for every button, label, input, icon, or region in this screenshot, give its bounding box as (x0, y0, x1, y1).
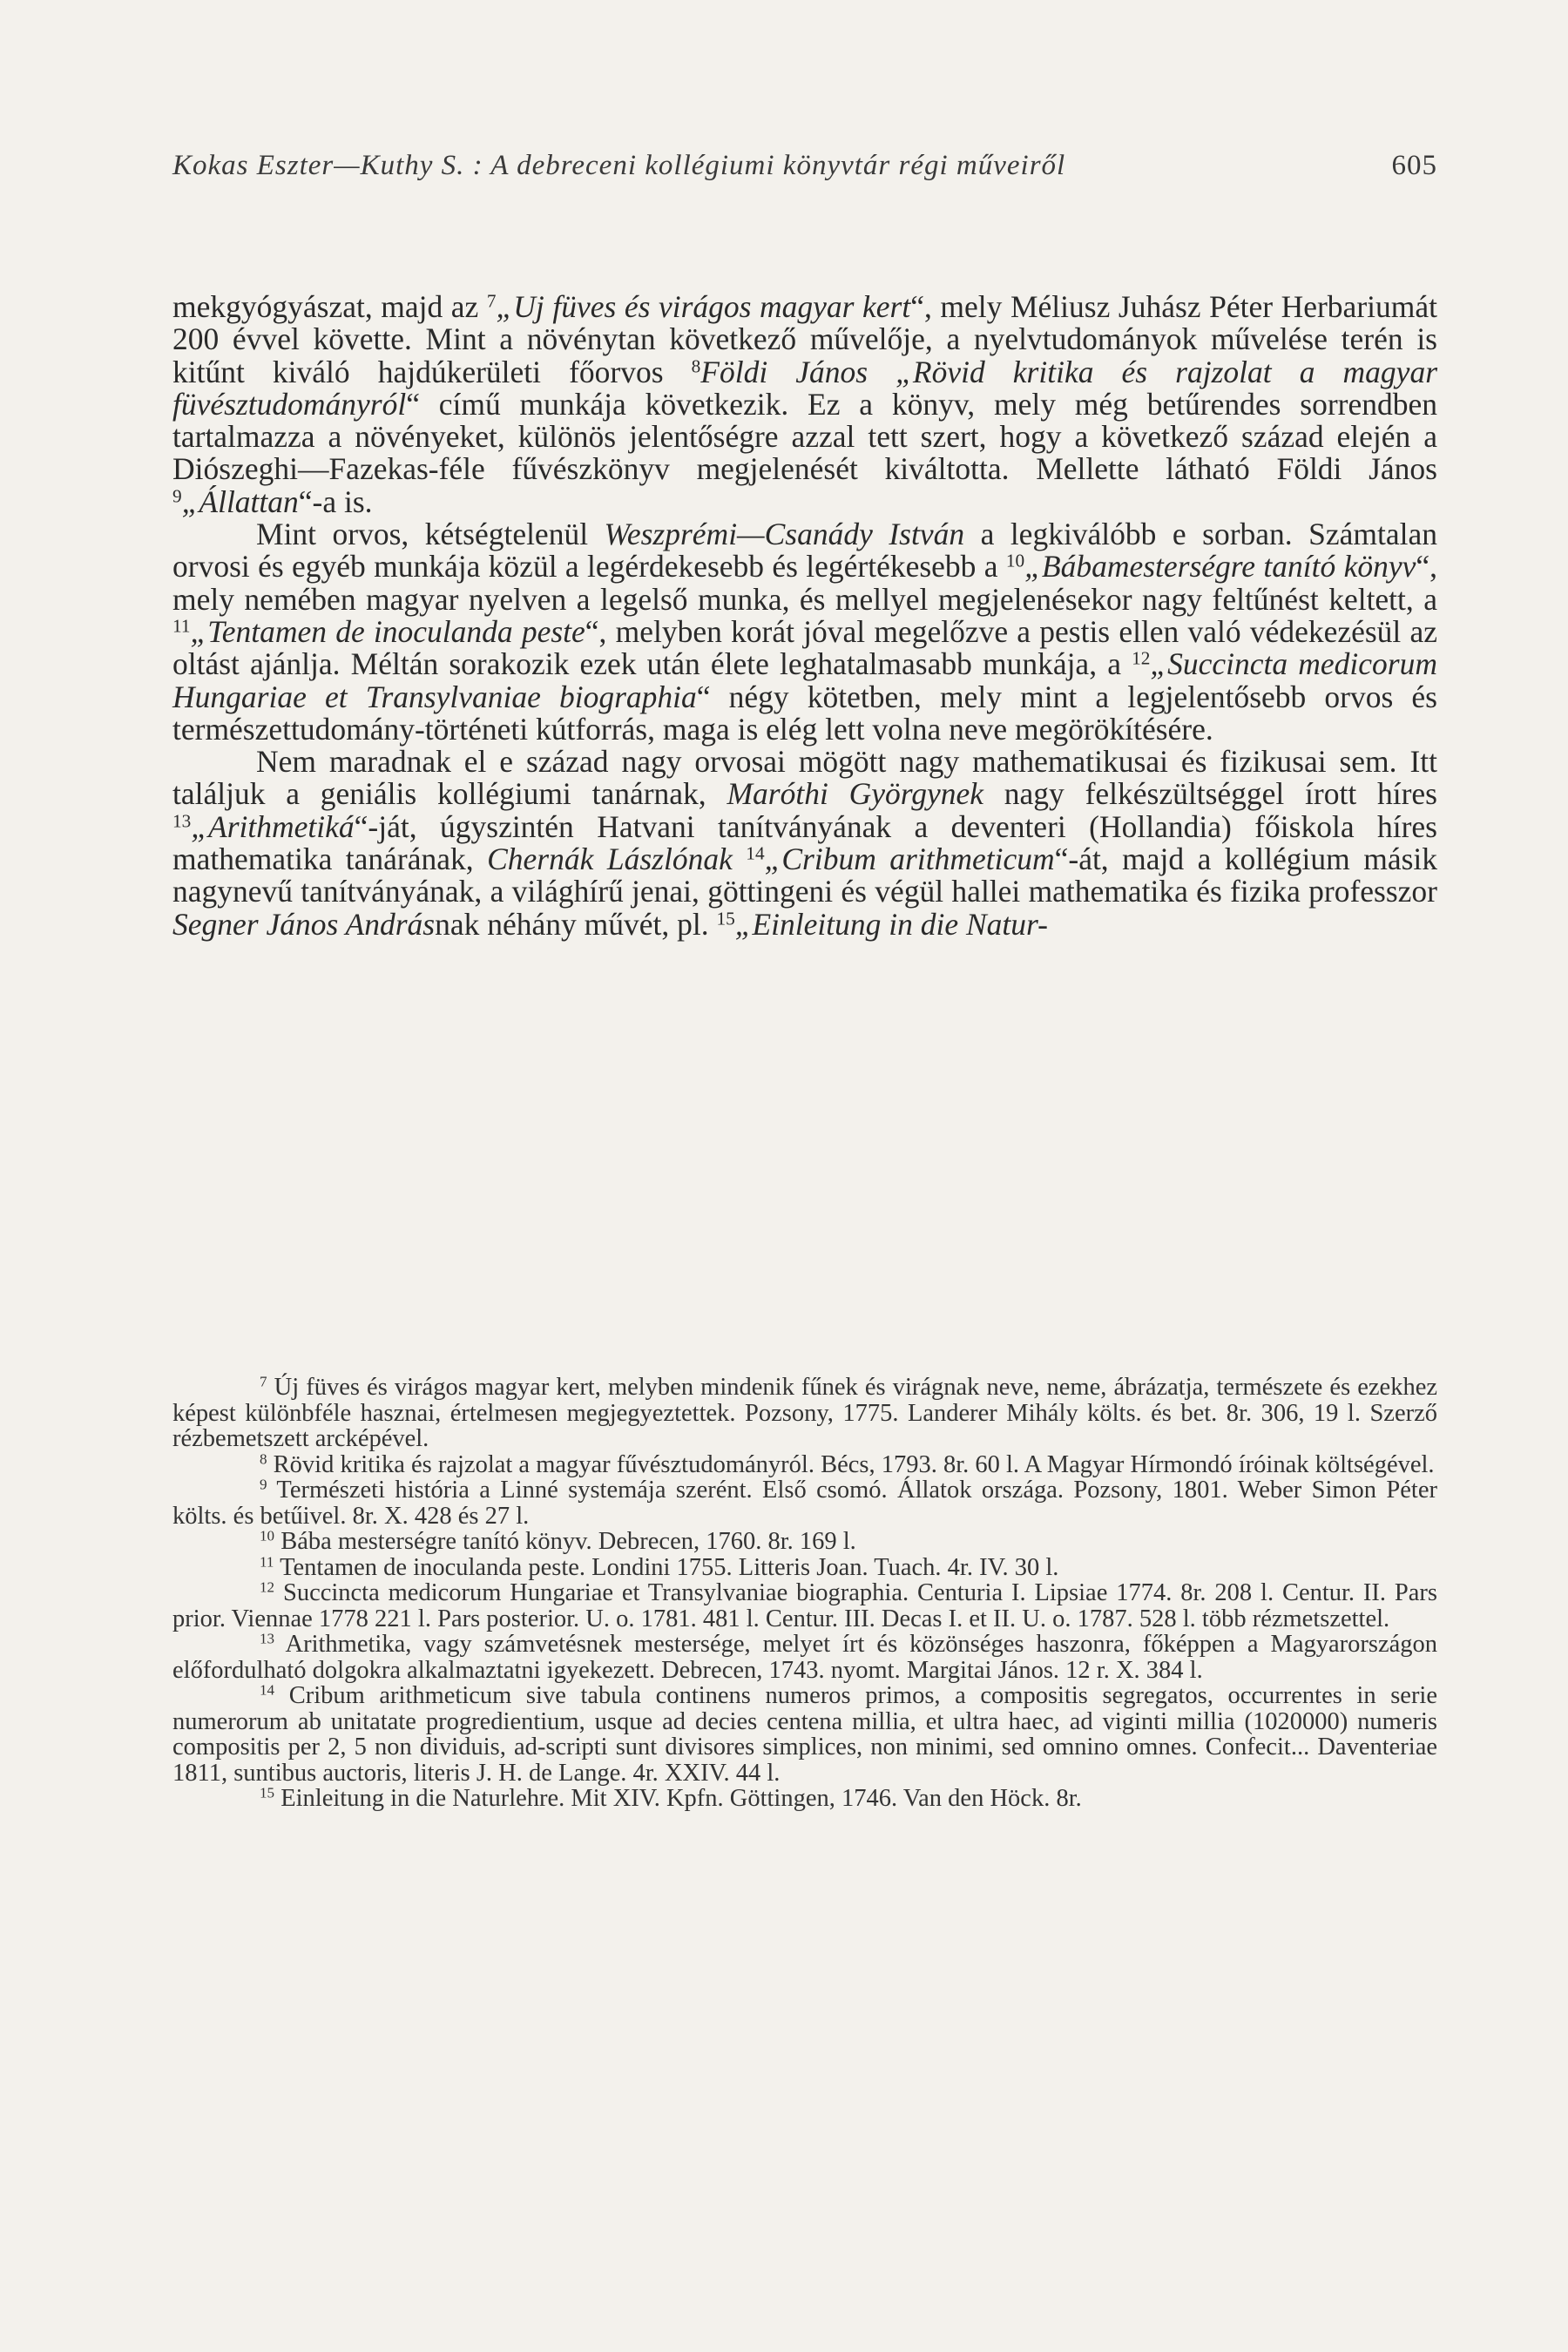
footnote-reference: 12 (1132, 647, 1151, 669)
footnote (172, 1375, 1437, 1452)
footnote-text: Arithmetika, vagy számvetésnek mestersége, melyet írt és közönséges haszonra, főképpen a Magyarországon előfordulható dolgokra alkalmaztatni igyekezett. Debrecen, 1743. nyomt. Margitai János. 12 r. X. 384 l. (172, 1631, 1437, 1684)
footnote-reference: 13 (172, 810, 192, 832)
footnote-text: Cribum arithmeticum sive tabula continens numeros primos, a compositis segregatos, occurrentes in serie numerorum ab unitatate progredientium, usque ad decies centena millia, et ultra haec, ad viginti millia (1020000) numeris compositis per 2, 5 non dividuis, ad-scripti sunt divisores simplices, non minimi, sed omnino omnes. Confecit... Daventeriae 1811, suntibus auctoris, literis J. H. de Lange. 4r. XXIV. 44 l. (172, 1682, 1437, 1787)
footnote-reference: 14 (746, 842, 765, 864)
footnote-number: 8 (260, 1450, 267, 1468)
footnote (172, 1683, 1437, 1786)
author-name: Weszprémi—Csanády István (604, 517, 965, 552)
footnote (172, 1555, 1437, 1581)
book-title: „Einleitung in die Natur- (734, 906, 1048, 942)
footnote-text: Új füves és virágos magyar kert, melyben mindenik fűnek és virágnak neve, neme, ábrázatja, természete és ezekhez képest különbféle hasznai, értelmesen megjegyeztettek. Pozsony, 1775. Landerer Mihály költs. és bet. 8r. 306, 19 l. Szerző rézbemetszett arcképével. (172, 1374, 1438, 1452)
footnotes (172, 1375, 1437, 1812)
footnote-reference: 15 (716, 907, 735, 929)
footnote-reference: 11 (172, 615, 191, 637)
footnote-reference: 9 (172, 485, 182, 507)
book-title: „Uj füves és virágos magyar kert (496, 289, 911, 324)
running-title: Kokas Eszter—Kuthy S. : A debreceni kollégiumi könyvtár régi műveiről (172, 150, 1066, 181)
author-name: Maróthi Györgynek (727, 776, 984, 812)
book-title: „Állattan (181, 483, 299, 519)
page-header (172, 150, 1437, 193)
footnote-reference: 10 (1005, 550, 1025, 571)
footnote-number: 13 (260, 1630, 275, 1647)
paragraph: Mint orvos, kétségtelenül Weszprémi—Csanády István a legkiválóbb e sorban. Számtalan orvosi és egyéb munkája közül a legérdekesebb és legértékesebb a $^{10}$„Bábamesterségre tanító könyv“, mely nemében magyar nyelven a legelső munka, és mellyel megjelenésekor nagy feltűnést keltett, a $^{11}$„Tentamen de inoculanda peste“, melyben korát jóval megelőzve a pestis ellen való védekezésül az oltást ajánlja. Méltán sorakozik ezek után élete leghatalmasabb munkája, a $^{12}$„Succincta medicorum Hungariae et Transylvaniae biographia“ négy kötetben, mely mint a legjelentősebb orvos és természettudomány-történeti kútforrás, maga is elég lett volna neve megörökítésére. (172, 517, 1437, 747)
author-name: Chernák Lászlónak (487, 841, 733, 877)
book-title: „Arithmetiká (191, 808, 355, 844)
footnote-text: Természeti história a Linné systemája szerént. Első csomó. Állatok országa. Pozsony, 1801. Weber Simon Péter költs. és betűivel. 8r. X. 428 és 27 l. (172, 1477, 1437, 1530)
footnote-number: 14 (260, 1681, 275, 1699)
footnote (172, 1477, 1437, 1529)
book-title: „Tentamen de inoculanda peste (190, 613, 585, 649)
paragraph: Nem maradnak el e század nagy orvosai mögött nagy mathematikusai és fizikusai sem. Itt találjuk a geniális kollégiumi tanárnak, Maróthi Györgynek nagy felkészültséggel írott híres $^{13}$„Arithmetiká“-ját, úgyszintén Hatvani tanítványának a deventeri (Hollandia) főiskola híres mathematika tanárának, Chernák Lászlónak $^{14}$„Cribum arithmeticum“-át, majd a kollégium másik nagynevű tanítványának, a világhírű jenai, göttingeni és végül hallei mathematika és fizika professzor Segner János Andrásnak néhány művét, pl. $^{15}$„Einleitung in die Natur- (172, 744, 1438, 942)
author-name: Segner János András (172, 906, 436, 942)
author-name: Földi János (700, 354, 868, 389)
footnote (172, 1452, 1437, 1478)
footnote (172, 1529, 1437, 1555)
footnote-text: Bába mesterségre tanító könyv. Debrecen, 1760. 8r. 169 l. (280, 1528, 856, 1555)
footnote-number: 10 (260, 1527, 275, 1544)
footnote-text: Succincta medicorum Hungariae et Transylvaniae biographia. Centuria I. Lipsiae 1774. 8r. 208 l. Centur. II. Pars prior. Viennae 1778 221 l. Pars posterior. U. o. 1781. 481 l. Centur. III. Decas I. et II. U. o. 1787. 528 l. több rézmetszettel. (172, 1579, 1437, 1632)
footnote-text: Einleitung in die Naturlehre. Mit XIV. Kpfn. Göttingen, 1746. Van den Höck. 8r. (280, 1785, 1082, 1812)
book-title: „Cribum arithmeticum (764, 841, 1055, 877)
book-title: „Succincta medicorum Hungariae et Transylvaniae biographia (172, 646, 1437, 714)
book-title: „Bábamesterségre tanító könyv (1024, 549, 1416, 585)
footnote-reference: 8 (691, 355, 701, 376)
footnote-number: 15 (260, 1784, 275, 1801)
paragraph: mekgyógyászat, majd az $^7$„Uj füves és virágos magyar kert“, mely Méliusz Juhász Péter Herbariumát 200 évvel követte. Mint a növénytan következő művelője, a nyelvtudományok művelése terén is kitűnt kiváló hajdúkerületi főorvos $^8$Földi János „Rövid kritika és rajzolat a magyar füvésztudományról“ című munkája következik. Ez a könyv, mely még betűrendes sorrendben tartalmazza a növényeket, különös jelentőségre azzal tett szert, hogy a következő század elején a Diószeghi—Fazekas-féle fűvészkönyv megjelenését kiváltotta. Mellette látható Földi János $^9$„Állattan“-a is. (172, 289, 1438, 519)
main-text (172, 291, 1437, 941)
footnote-text: Tentamen de inoculanda peste. Londini 1755. Litteris Joan. Tuach. 4r. IV. 30 l. (280, 1553, 1059, 1581)
footnote-text: Rövid kritika és rajzolat a magyar fűvésztudományról. Bécs, 1793. 8r. 60 l. A Magyar Hírmondó íróinak költségével. (273, 1450, 1435, 1478)
book-title: „Rövid kritika és rajzolat a magyar füvésztudományról (172, 354, 1438, 422)
footnote-number: 12 (260, 1578, 275, 1596)
footnote-number: 9 (260, 1476, 267, 1493)
footnote-number: 7 (260, 1373, 267, 1390)
footnote (172, 1786, 1437, 1812)
footnote (172, 1632, 1437, 1683)
footnote-number: 11 (260, 1553, 274, 1571)
footnote (172, 1580, 1437, 1632)
footnote-reference: 7 (486, 290, 497, 312)
page-number: 605 (1391, 150, 1437, 181)
